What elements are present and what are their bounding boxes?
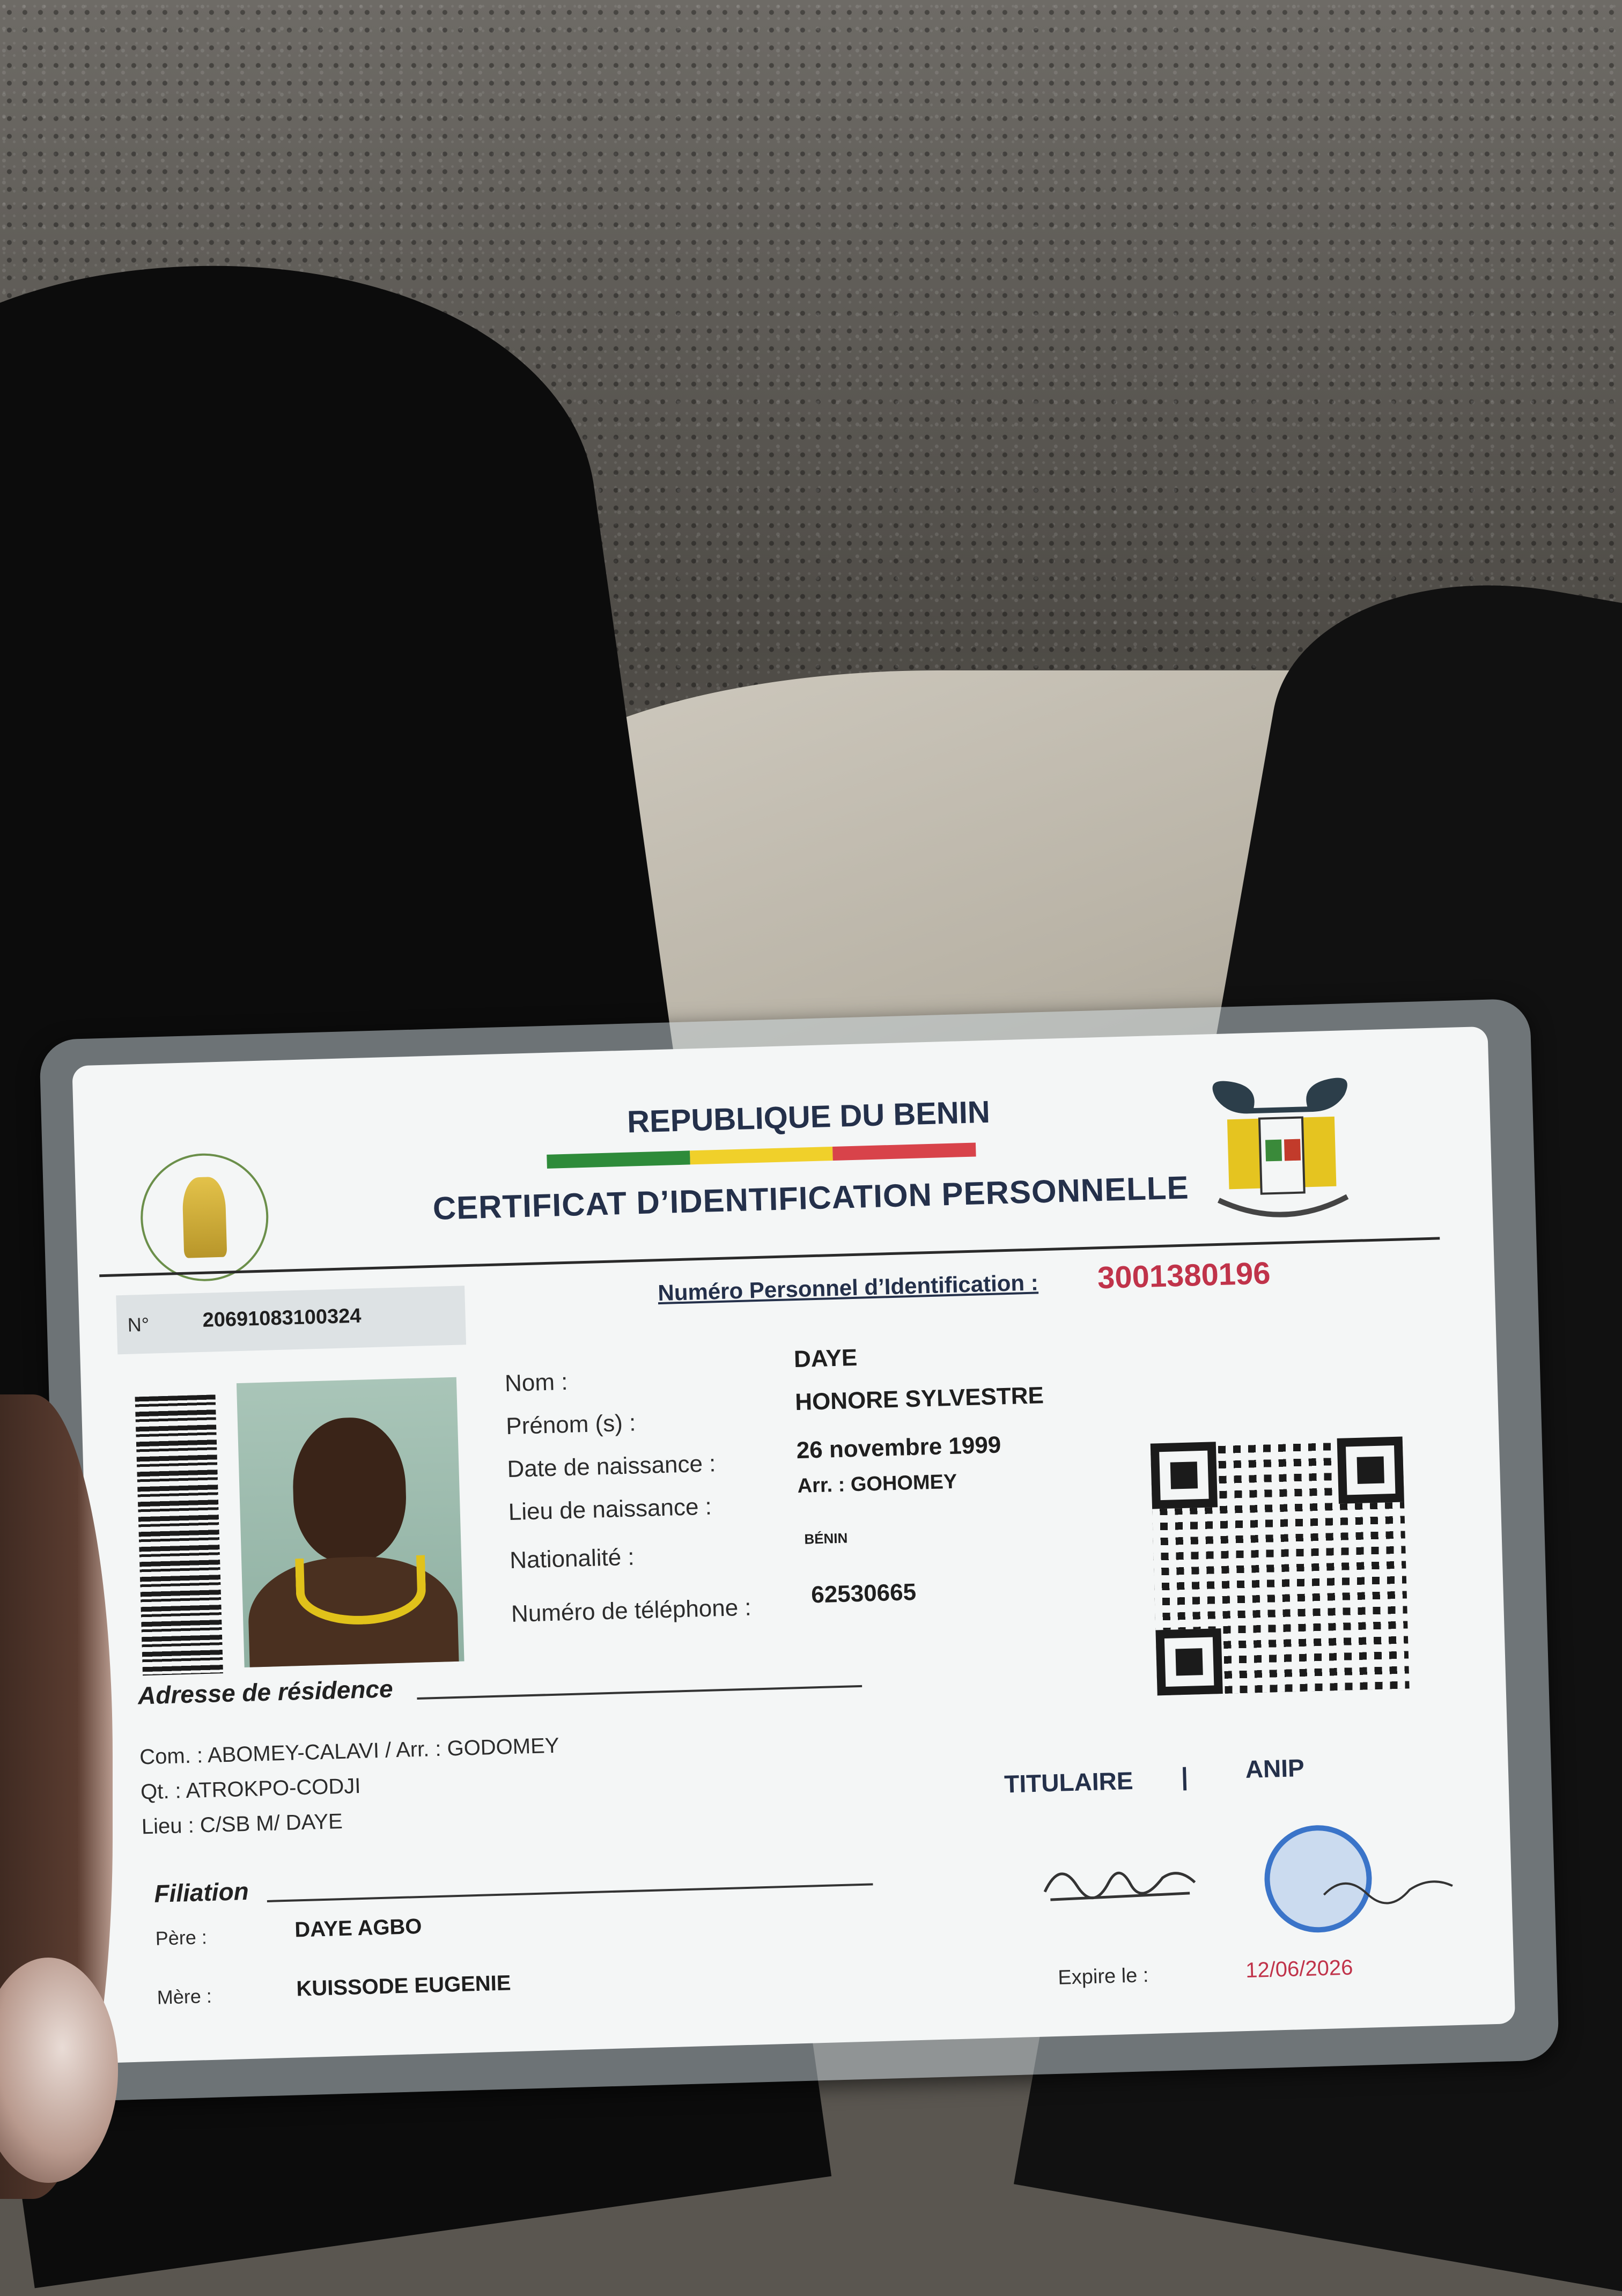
qr-code-icon — [1151, 1437, 1410, 1696]
field-label-birthdate: Date de naissance : — [506, 1450, 717, 1483]
address-title: Adresse de résidence — [137, 1674, 394, 1710]
address-line-3: Lieu : C/SB M/ DAYE — [141, 1809, 343, 1839]
address-line-2: Qt. : ATROKPO-CODJI — [140, 1774, 362, 1804]
address-line-1: Com. : ABOMEY-CALAVI / Arr. : GODOMEY — [139, 1733, 560, 1769]
expiry-label: Expire le : — [1057, 1964, 1149, 1989]
flag-stripe — [547, 1143, 976, 1169]
flag-red — [832, 1143, 976, 1161]
field-label-phone: Numéro de téléphone : — [511, 1594, 752, 1628]
field-label-nom: Nom : — [504, 1368, 569, 1397]
agency-signature — [1318, 1864, 1458, 1911]
field-value-birthdate: 26 novembre 1999 — [796, 1431, 1001, 1464]
filiation-underline — [267, 1883, 873, 1902]
card-title: REPUBLIQUE DU BENIN — [626, 1094, 991, 1140]
npi-value: 3001380196 — [1097, 1256, 1271, 1296]
field-value-nom: DAYE — [793, 1344, 858, 1373]
card-subtitle: CERTIFICAT D’IDENTIFICATION PERSONNELLE — [432, 1169, 1190, 1227]
id-card — [72, 1027, 1515, 2063]
expiry-value: 12/06/2026 — [1245, 1955, 1353, 1983]
address-underline — [417, 1685, 862, 1700]
number-value: 20691083100324 — [202, 1304, 362, 1332]
flag-yellow — [690, 1147, 833, 1164]
flag-green — [547, 1150, 690, 1168]
mother-label: Mère : — [157, 1984, 212, 2009]
npi-label: Numéro Personnel d’Identification : — [657, 1269, 1039, 1306]
holder-photo — [237, 1377, 465, 1667]
holder-label: TITULAIRE — [1004, 1766, 1134, 1798]
field-label-prenom: Prénom (s) : — [505, 1409, 636, 1440]
number-label: N° — [127, 1313, 150, 1336]
coat-of-arms-icon — [1194, 1073, 1370, 1238]
filiation-title: Filiation — [153, 1877, 249, 1908]
field-value-birthplace: Arr. : GOHOMEY — [797, 1470, 957, 1498]
holder-signature — [1038, 1850, 1201, 1913]
barcode-icon — [135, 1394, 223, 1675]
emblem-seal-icon — [139, 1151, 270, 1283]
field-label-nationality: Nationalité : — [509, 1544, 635, 1574]
separator: | — [1181, 1762, 1189, 1791]
field-value-nationality: BÉNIN — [804, 1530, 848, 1547]
mother-value: KUISSODE EUGENIE — [296, 1971, 512, 2001]
card-sleeve — [39, 999, 1559, 2102]
agency-label: ANIP — [1245, 1753, 1305, 1783]
father-label: Père : — [155, 1926, 208, 1950]
field-value-prenom: HONORE SYLVESTRE — [794, 1382, 1044, 1416]
field-label-birthplace: Lieu de naissance : — [508, 1493, 712, 1526]
field-value-phone: 62530665 — [810, 1578, 917, 1608]
father-value: DAYE AGBO — [294, 1914, 423, 1942]
